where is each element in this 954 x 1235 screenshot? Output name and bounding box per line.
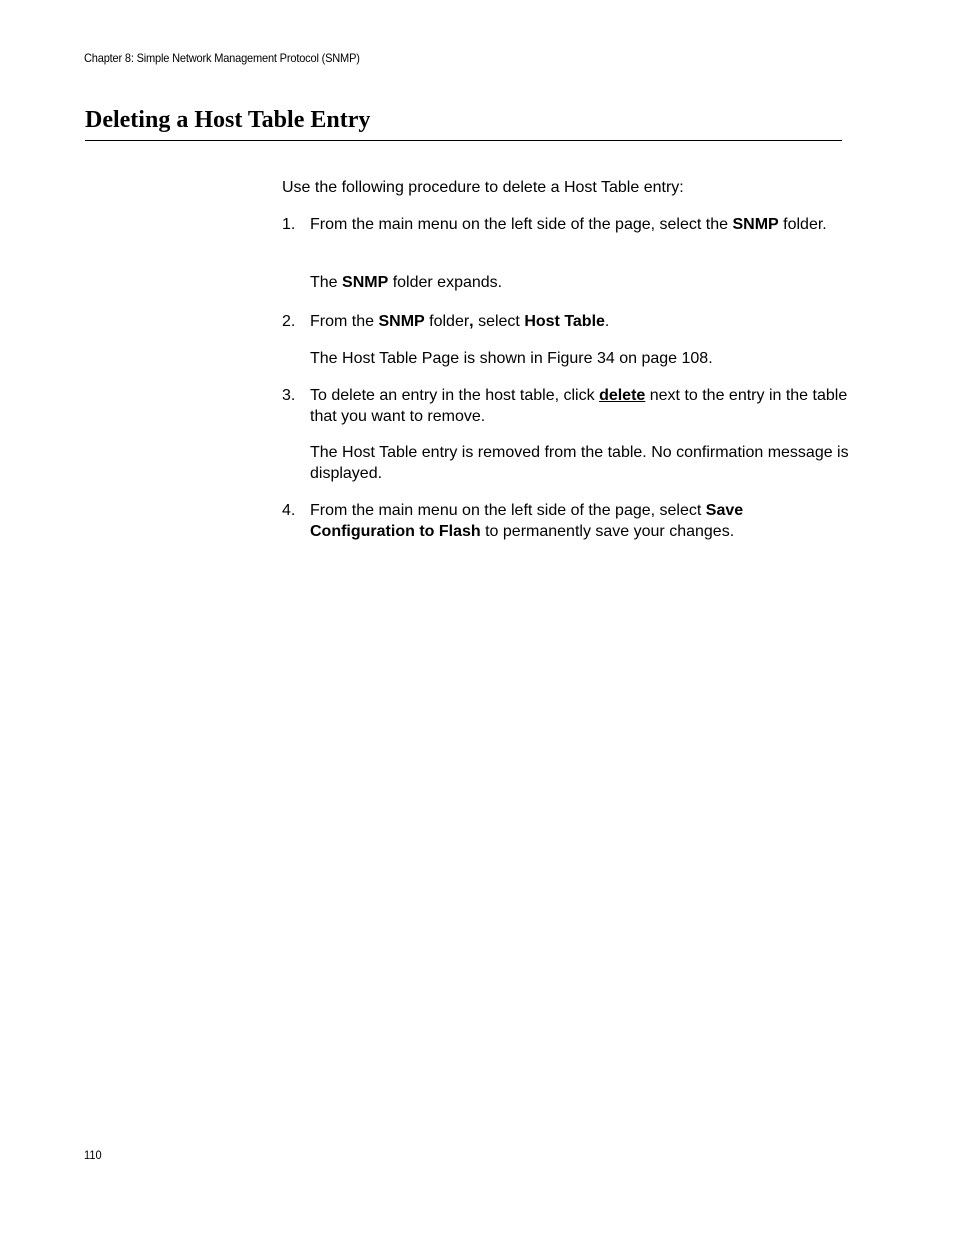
step-number: 3. (282, 387, 296, 404)
section-title: Deleting a Host Table Entry (85, 107, 371, 133)
step-note: The Host Table Page is shown in Figure 34 on page 108. (310, 350, 713, 367)
step-text-part: folder (424, 313, 470, 330)
step-text-part: . (604, 313, 610, 330)
step-text-part: select (473, 313, 525, 330)
step-text (310, 501, 850, 542)
note-bold: SNMP (342, 274, 389, 291)
running-header: Chapter 8: Simple Network Management Protocol (SNMP) (84, 51, 360, 65)
step-bold: Host Table (524, 313, 605, 330)
step-text (310, 312, 850, 333)
step-bold: Save Configuration to Flash (310, 502, 744, 540)
step-number: 2. (282, 313, 296, 330)
step-text (310, 386, 850, 427)
step-text-part: To delete an entry in the host table, click (310, 387, 600, 404)
step-number: 4. (282, 502, 296, 519)
intro-text: Use the following procedure to delete a Host Table entry: (282, 179, 684, 196)
title-rule (85, 140, 842, 141)
step-bold: SNMP (378, 313, 425, 330)
step-text-part: folder. (778, 216, 827, 233)
step-text-part: to permanently save your changes. (480, 522, 735, 540)
step-text-part: next to the entry in the table that you want to remove. (310, 387, 848, 425)
step-bold: , (469, 313, 474, 330)
delete-link[interactable]: delete (599, 387, 646, 404)
step-bold: SNMP (732, 216, 779, 233)
step-text-part: From the main menu on the left side of the page, select (310, 502, 706, 519)
step-number: 1. (282, 216, 296, 233)
step-note: The Host Table entry is removed from the table. No confirmation message is displayed. (310, 444, 849, 482)
note-text-part: folder expands. (388, 274, 503, 291)
step-text-part: From the (310, 313, 379, 330)
step-text (310, 215, 850, 236)
note-text-part: The (310, 274, 343, 291)
page-number: 110 (84, 1148, 102, 1162)
step-note (310, 273, 850, 294)
step-text-part: From the main menu on the left side of the page, select the (310, 216, 733, 233)
